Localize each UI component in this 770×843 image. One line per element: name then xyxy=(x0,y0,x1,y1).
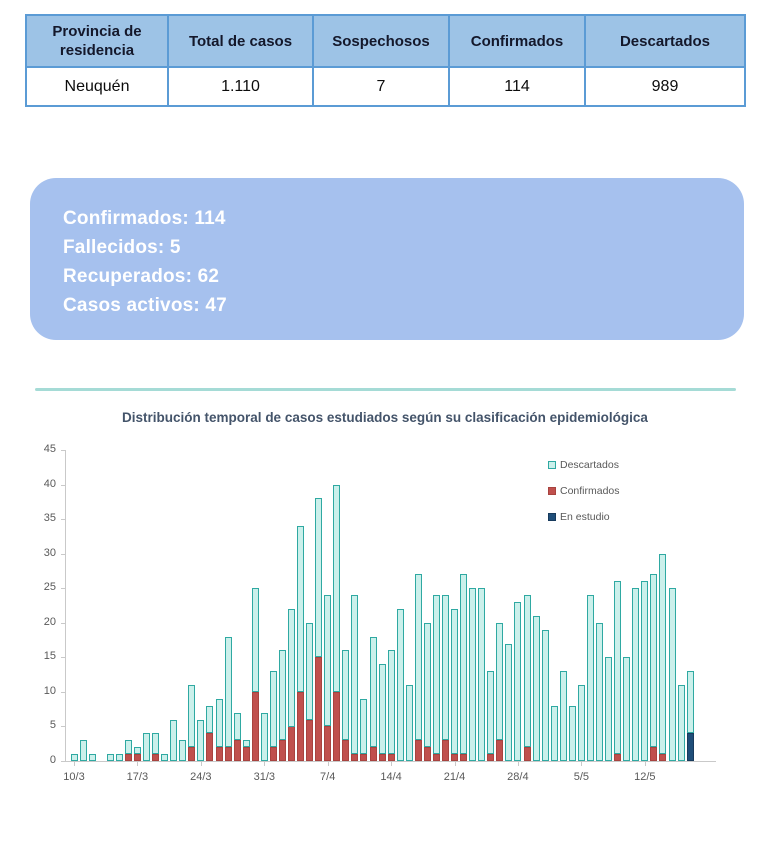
y-axis-label: 10 xyxy=(43,684,56,697)
bar-segment-descartados xyxy=(560,671,567,761)
x-axis-tick xyxy=(645,762,646,766)
bar-segment-descartados xyxy=(433,595,440,754)
bar-segment-descartados xyxy=(587,595,594,761)
chart-section xyxy=(0,405,770,843)
cell-provincia: Neuquén xyxy=(26,67,168,106)
bar-segment-descartados xyxy=(252,588,259,692)
bar-segment-confirmados xyxy=(360,754,367,761)
cell-confirmados: 114 xyxy=(449,67,585,106)
bar-segment-descartados xyxy=(641,581,648,761)
bar-segment-descartados xyxy=(514,602,521,761)
legend-swatch-en-estudio xyxy=(548,513,556,521)
bar-segment-confirmados xyxy=(134,754,141,761)
bar-segment-descartados xyxy=(614,581,621,754)
bar-segment-descartados xyxy=(197,720,204,762)
bar-segment-confirmados xyxy=(424,747,431,761)
bar-segment-descartados xyxy=(170,720,177,762)
header-descartados: Descartados xyxy=(585,15,745,67)
bar-segment-descartados xyxy=(650,574,657,747)
bar-segment-confirmados xyxy=(306,720,313,762)
bar-segment-descartados xyxy=(288,609,295,727)
bar-segment-confirmados xyxy=(524,747,531,761)
summary-fallecidos: Fallecidos: 5 xyxy=(63,237,181,258)
bar-segment-confirmados xyxy=(152,754,159,761)
bar-segment-descartados xyxy=(89,754,96,761)
bar-segment-descartados xyxy=(360,699,367,754)
header-confirmados: Confirmados xyxy=(449,15,585,67)
y-axis-label: 45 xyxy=(43,443,56,455)
x-axis-label: 24/3 xyxy=(190,771,212,783)
bar-segment-descartados xyxy=(297,526,304,692)
bar-segment-descartados xyxy=(623,657,630,761)
header-sospechosos: Sospechosos xyxy=(313,15,449,67)
bar-segment-descartados xyxy=(107,754,114,761)
bar-segment-descartados xyxy=(71,754,78,761)
bar-segment-descartados xyxy=(632,588,639,761)
bar-segment-descartados xyxy=(379,664,386,754)
bar-segment-descartados xyxy=(669,588,676,761)
plot-area xyxy=(0,405,770,843)
bar-segment-descartados xyxy=(478,588,485,761)
bar-segment-descartados xyxy=(315,498,322,657)
bar-segment-confirmados xyxy=(388,754,395,761)
bar-segment-descartados xyxy=(143,733,150,761)
bar-segment-descartados xyxy=(243,740,250,747)
y-axis-tick xyxy=(61,450,65,451)
bar-segment-descartados xyxy=(116,754,123,761)
bar-segment-confirmados xyxy=(206,733,213,761)
bar-segment-confirmados xyxy=(351,754,358,761)
bar-segment-confirmados xyxy=(496,740,503,761)
table-header-row xyxy=(26,15,745,67)
bar-segment-confirmados xyxy=(216,747,223,761)
bar-segment-descartados xyxy=(397,609,404,761)
cases-table xyxy=(25,14,746,107)
y-axis-label: 35 xyxy=(43,512,56,525)
bar-segment-descartados xyxy=(216,699,223,747)
y-axis-label: 30 xyxy=(43,546,56,559)
bar-segment-confirmados xyxy=(315,657,322,761)
bar-segment-descartados xyxy=(442,595,449,740)
y-axis-label: 0 xyxy=(49,754,56,766)
bar-segment-confirmados xyxy=(225,747,232,761)
bar-segment-descartados xyxy=(306,623,313,720)
bar-segment-descartados xyxy=(342,650,349,740)
bar-segment-descartados xyxy=(225,637,232,748)
y-axis-tick xyxy=(61,554,65,555)
cell-sospechosos: 7 xyxy=(313,67,449,106)
chart-title: Distribución temporal de casos estudiados según su clasificación epidemiológica xyxy=(122,410,648,425)
bar-segment-descartados xyxy=(406,685,413,761)
bar-segment-descartados xyxy=(605,657,612,761)
summary-recuperados: Recuperados: 62 xyxy=(63,266,220,287)
bar-segment-confirmados xyxy=(460,754,467,761)
x-axis-tick xyxy=(328,762,329,766)
bar-segment-descartados xyxy=(270,671,277,747)
bar-segment-descartados xyxy=(125,740,132,754)
bar-segment-descartados xyxy=(496,623,503,741)
y-axis-tick xyxy=(61,692,65,693)
summary-table-wrap xyxy=(25,14,746,107)
bar-segment-descartados xyxy=(487,671,494,754)
bar-segment-descartados xyxy=(333,485,340,692)
bar-segment-descartados xyxy=(80,740,87,761)
summary-box xyxy=(30,178,744,340)
x-axis-tick xyxy=(581,762,582,766)
legend-label-confirmados: Confirmados xyxy=(560,485,620,497)
summary-casos-activos: Casos activos: 47 xyxy=(63,295,227,316)
bar-segment-confirmados xyxy=(614,754,621,761)
x-axis-label: 28/4 xyxy=(507,771,529,783)
bar-segment-descartados xyxy=(687,671,694,733)
x-axis-label: 31/3 xyxy=(253,771,275,783)
bar-segment-descartados xyxy=(569,706,576,761)
bar-segment-descartados xyxy=(659,554,666,754)
bar-segment-confirmados xyxy=(125,754,132,761)
bar-segment-descartados xyxy=(505,644,512,762)
bar-segment-confirmados xyxy=(252,692,259,761)
x-axis-tick xyxy=(518,762,519,766)
x-axis-label: 12/5 xyxy=(634,771,656,783)
summary-confirmados: Confirmados: 114 xyxy=(63,208,226,229)
bar-segment-descartados xyxy=(388,650,395,754)
x-axis-tick xyxy=(391,762,392,766)
bar-segment-descartados xyxy=(179,740,186,761)
bar-segment-confirmados xyxy=(451,754,458,761)
header-provincia: Provincia de residencia xyxy=(26,15,168,67)
x-axis-label: 21/4 xyxy=(443,771,466,783)
bar-segment-descartados xyxy=(188,685,195,747)
y-axis-tick xyxy=(61,588,65,589)
bar-segment-confirmados xyxy=(650,747,657,761)
x-axis-label: 7/4 xyxy=(320,771,336,783)
bar-segment-confirmados xyxy=(333,692,340,761)
bar-segment-confirmados xyxy=(659,754,666,761)
y-axis-tick xyxy=(61,726,65,727)
bar-segment-descartados xyxy=(469,588,476,761)
bar-segment-descartados xyxy=(524,595,531,747)
bar-segment-descartados xyxy=(279,650,286,740)
bar-segment-descartados xyxy=(351,595,358,754)
bar-segment-descartados xyxy=(415,574,422,740)
cell-descartados: 989 xyxy=(585,67,745,106)
legend-label-descartados: Descartados xyxy=(560,459,619,471)
y-axis-tick xyxy=(61,485,65,486)
bar-segment-confirmados xyxy=(243,747,250,761)
bar-segment-confirmados xyxy=(297,692,304,761)
bar-segment-descartados xyxy=(324,595,331,726)
bar-segment-confirmados xyxy=(379,754,386,761)
bar-segment-confirmados xyxy=(370,747,377,761)
cell-total-casos: 1.110 xyxy=(168,67,313,106)
bar-segment-descartados xyxy=(578,685,585,761)
bar-segment-descartados xyxy=(460,574,467,754)
bar-segment-descartados xyxy=(596,623,603,761)
y-axis-label: 40 xyxy=(43,477,56,490)
bar-segment-confirmados xyxy=(342,740,349,761)
y-axis-tick xyxy=(61,519,65,520)
bar-segment-descartados xyxy=(678,685,685,761)
bar-segment-descartados xyxy=(451,609,458,754)
bar-segment-descartados xyxy=(424,623,431,747)
x-axis-tick xyxy=(201,762,202,766)
bar-segment-confirmados xyxy=(288,726,295,761)
y-axis-label: 25 xyxy=(43,581,56,594)
legend-swatch-confirmados xyxy=(548,487,556,495)
bar-segment-confirmados xyxy=(487,754,494,761)
y-axis-tick xyxy=(61,761,65,762)
x-axis-label: 14/4 xyxy=(380,771,402,783)
bar-segment-descartados xyxy=(551,706,558,761)
bar-segment-descartados xyxy=(542,630,549,761)
y-axis-line xyxy=(65,450,66,762)
bar-segment-descartados xyxy=(206,706,213,734)
y-axis-label: 15 xyxy=(43,650,56,663)
legend-swatch-descartados xyxy=(548,461,556,469)
x-axis-tick xyxy=(137,762,138,766)
header-total-casos: Total de casos xyxy=(168,15,313,67)
bar-segment-descartados xyxy=(161,754,168,761)
bar-segment-descartados xyxy=(261,713,268,761)
table-row xyxy=(26,67,745,106)
x-axis-tick xyxy=(74,762,75,766)
bar-segment-confirmados xyxy=(188,747,195,761)
bar-segment-descartados xyxy=(370,637,377,748)
bar-segment-descartados xyxy=(134,747,141,754)
bar-segment-confirmados xyxy=(433,754,440,761)
bar-segment-confirmados xyxy=(324,726,331,761)
bar-segment-descartados xyxy=(234,713,241,741)
x-axis-line xyxy=(61,761,716,762)
bar-segment-confirmados xyxy=(279,740,286,761)
x-axis-tick xyxy=(264,762,265,766)
y-axis-label: 20 xyxy=(43,615,56,628)
bar-segment-confirmados xyxy=(442,740,449,761)
x-axis-tick xyxy=(455,762,456,766)
divider-line xyxy=(35,388,736,391)
y-axis-label: 5 xyxy=(49,719,56,732)
y-axis-tick xyxy=(61,623,65,624)
bar-segment-en-estudio xyxy=(687,733,694,761)
x-axis-label: 17/3 xyxy=(126,771,149,783)
bar-segment-descartados xyxy=(152,733,159,754)
bar-segment-confirmados xyxy=(415,740,422,761)
x-axis-label: 10/3 xyxy=(63,771,85,783)
bar-segment-confirmados xyxy=(270,747,277,761)
x-axis-label: 5/5 xyxy=(573,771,590,783)
bar-segment-confirmados xyxy=(234,740,241,761)
legend-label-en-estudio: En estudio xyxy=(560,511,610,523)
y-axis-tick xyxy=(61,657,65,658)
bar-segment-descartados xyxy=(533,616,540,761)
